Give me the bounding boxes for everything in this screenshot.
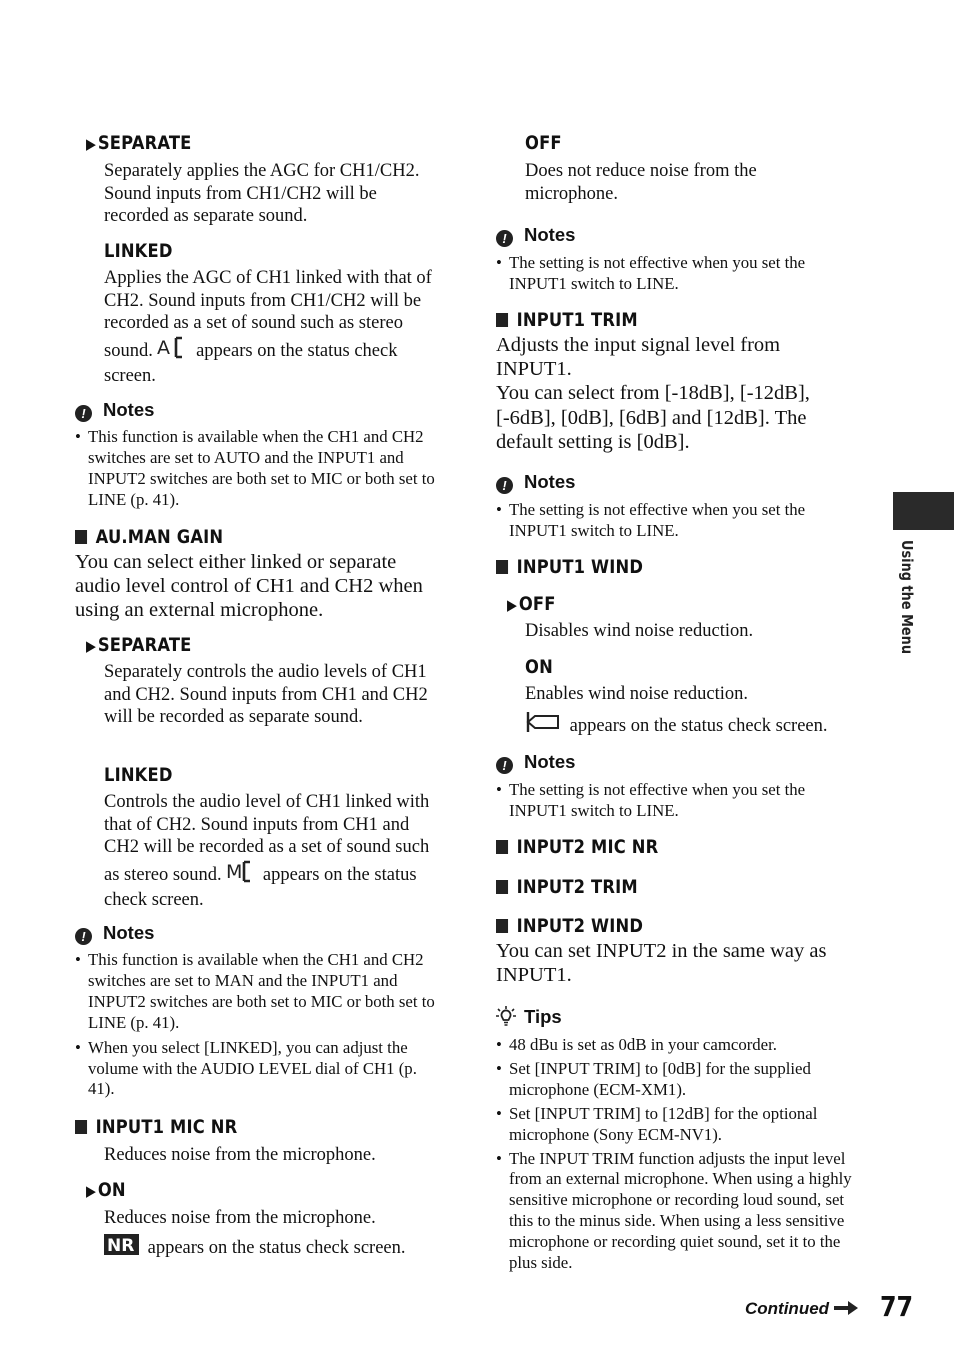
mic-nr-off-text: Does not reduce noise from the microphone. (525, 161, 757, 204)
agc-linked-heading: LINKED (104, 240, 173, 262)
section-square-icon (75, 530, 87, 544)
notes-3-list (496, 253, 856, 295)
mic-nr-on-text-2-line (104, 1234, 442, 1262)
notes-5-heading (496, 751, 575, 774)
arrow-right-icon (834, 1300, 858, 1320)
tips-list (496, 1035, 864, 1274)
notes-4-list (496, 500, 856, 542)
notes-2-list (75, 950, 443, 1100)
notes-4-item: • The setting is not effective when you set the INPUT1 switch to LINE. (496, 500, 856, 542)
auman-separate-label: SEPARATE (97, 634, 192, 656)
tips-label: Tips (524, 1006, 562, 1027)
wind-off-label: OFF (518, 593, 556, 615)
lightbulb-icon (496, 1006, 516, 1031)
wind-indicator-icon (525, 710, 561, 741)
input2-wind-heading (496, 915, 643, 937)
default-marker-icon: ▶ (86, 135, 97, 153)
wind-on-text-2: appears on the status check screen. (569, 715, 828, 736)
auman-gain-text: You can select either linked or separate audio level control of CH1 and CH2 when using an external microphone. (75, 551, 423, 622)
notes-1-item: • This function is available when the CH1 and CH2 switches are set to AUTO and the INPUT1 and INPUT2 switches are both set to MIC or both set to LINE (p. 41). (75, 427, 443, 511)
continued-label (745, 1299, 858, 1320)
input1-trim-text-1: Adjusts the input signal level from INPUT1. (496, 334, 781, 381)
input1-wind-heading (496, 556, 643, 578)
agc-linked-text-2: appears on the status check screen. (104, 340, 398, 387)
mic-nr-on-label: ON (97, 1179, 126, 1201)
input2-mic-nr-label: INPUT2 MIC NR (516, 836, 659, 858)
notes-3-item: • The setting is not effective when you set the INPUT1 switch to LINE. (496, 253, 856, 295)
svg-text:A: A (157, 336, 171, 359)
input2-trim-heading (496, 876, 638, 898)
wind-on-heading: ON (525, 656, 553, 678)
notes-2-heading (75, 922, 154, 945)
tips-item: • Set [INPUT TRIM] to [0dB] for the supplied microphone (ECM-XM1). (496, 1059, 864, 1101)
notes-icon: ! (75, 928, 92, 945)
agc-separate-label: SEPARATE (97, 132, 192, 154)
notes-5-label: Notes (524, 751, 576, 772)
auman-linked-text-2: appears on the status check screen. (104, 864, 417, 911)
wind-on-text-2-line (525, 710, 870, 741)
notes-4-heading (496, 471, 575, 494)
mic-nr-on-text (104, 1207, 442, 1261)
continued-text: Continued (745, 1299, 830, 1318)
side-tab-label: Using the Menu (898, 540, 916, 655)
input1-mic-nr-label: INPUT1 MIC NR (95, 1116, 238, 1138)
notes-5-list (496, 780, 856, 822)
notes-2-label: Notes (103, 922, 155, 943)
mic-nr-off-heading: OFF (525, 132, 562, 154)
input2-mic-nr-heading (496, 836, 658, 858)
section-square-icon (496, 313, 508, 327)
notes-icon: ! (496, 757, 513, 774)
auman-linked-text (104, 791, 444, 912)
manual-linked-indicator-icon (226, 859, 254, 890)
wind-on-text (525, 683, 870, 740)
wind-off-heading (507, 593, 556, 615)
page-number: 77 (880, 1290, 914, 1323)
section-square-icon (496, 840, 508, 854)
input2-trim-label: INPUT2 TRIM (516, 876, 638, 898)
section-square-icon (496, 880, 508, 894)
notes-icon: ! (75, 405, 92, 422)
tips-item: • Set [INPUT TRIM] to [12dB] for the optional microphone (Sony ECM-NV1). (496, 1104, 864, 1146)
auto-linked-indicator-icon (157, 335, 187, 366)
notes-1-list (75, 427, 443, 511)
input1-trim-text (496, 333, 846, 454)
input2-text: You can set INPUT2 in the same way as INPUT1. (496, 940, 827, 987)
notes-icon: ! (496, 230, 513, 247)
default-marker-icon: ▶ (86, 1182, 97, 1200)
notes-5-item: • The setting is not effective when you set the INPUT1 switch to LINE. (496, 780, 856, 822)
tips-item: • 48 dBu is set as 0dB in your camcorder. (496, 1035, 864, 1056)
notes-2-item: • This function is available when the CH1 and CH2 switches are set to MAN and the INPUT1 and INPUT2 switches are both set to MIC or both set to LINE (p. 41). (75, 950, 443, 1034)
mic-nr-on-text-2: appears on the status check screen. (147, 1237, 406, 1258)
nr-indicator-icon (104, 1234, 139, 1262)
tips-heading (496, 1006, 562, 1031)
input1-trim-text-2: You can select from [-18dB], [-12dB], [-6dB], [0dB], [6dB] and [12dB]. The default setting is [0dB]. (496, 382, 810, 453)
section-tab-marker (893, 492, 954, 530)
nr-icon-text: NR (107, 1235, 135, 1255)
auman-linked-text-1: Controls the audio level of CH1 linked with that of CH2. Sound inputs from CH1 and CH2 will be recorded as a set of sound such as stereo sound. (104, 792, 430, 885)
mic-nr-on-text-1: Reduces noise from the microphone. (104, 1208, 376, 1228)
notes-icon: ! (496, 477, 513, 494)
input1-mic-nr-heading (75, 1116, 237, 1138)
section-square-icon (496, 919, 508, 933)
auman-separate-heading (86, 634, 192, 656)
mic-nr-on-heading (86, 1179, 126, 1201)
input1-wind-label: INPUT1 WIND (516, 556, 644, 578)
notes-3-label: Notes (524, 224, 576, 245)
input1-trim-label: INPUT1 TRIM (516, 309, 638, 331)
agc-linked-text-1: Applies the AGC of CH1 linked with that of CH2. Sound inputs from CH1/CH2 will be recorded as a set of sound such as stereo sound. (104, 268, 432, 361)
notes-1-heading (75, 399, 154, 422)
notes-3-heading (496, 224, 575, 247)
tips-item: • The INPUT TRIM function adjusts the input level from an external microphone. When using a highly sensitive microphone or recording loud sound, set this to the minus side. When using a less sensitive microphone or recording quiet sound, set it to the plus side. (496, 1149, 864, 1274)
notes-1-label: Notes (103, 399, 155, 420)
section-square-icon (75, 1120, 87, 1134)
default-marker-icon: ▶ (507, 596, 518, 614)
input2-wind-label: INPUT2 WIND (516, 915, 644, 937)
wind-on-text-1: Enables wind noise reduction. (525, 684, 748, 704)
auman-gain-label: AU.MAN GAIN (95, 526, 224, 548)
agc-separate-text: Separately applies the AGC for CH1/CH2. Sound inputs from CH1/CH2 will be recorded as separate sound. (104, 161, 420, 227)
input1-trim-heading (496, 309, 638, 331)
agc-separate-heading (86, 132, 192, 154)
auman-gain-heading (75, 526, 223, 548)
notes-4-label: Notes (524, 471, 576, 492)
input1-mic-nr-text: Reduces noise from the microphone. (104, 1145, 376, 1165)
agc-linked-text (104, 267, 442, 388)
auman-separate-text: Separately controls the audio levels of CH1 and CH2. Sound inputs from CH1 and CH2 will be recorded as separate sound. (104, 662, 428, 728)
section-square-icon (496, 560, 508, 574)
default-marker-icon: ▶ (86, 637, 97, 655)
auman-linked-heading: LINKED (104, 764, 173, 786)
notes-2-item: • When you select [LINKED], you can adjust the volume with the AUDIO LEVEL dial of CH1 (p. 41). (75, 1038, 443, 1101)
wind-off-text: Disables wind noise reduction. (525, 621, 754, 641)
svg-text:M: M (226, 860, 243, 883)
